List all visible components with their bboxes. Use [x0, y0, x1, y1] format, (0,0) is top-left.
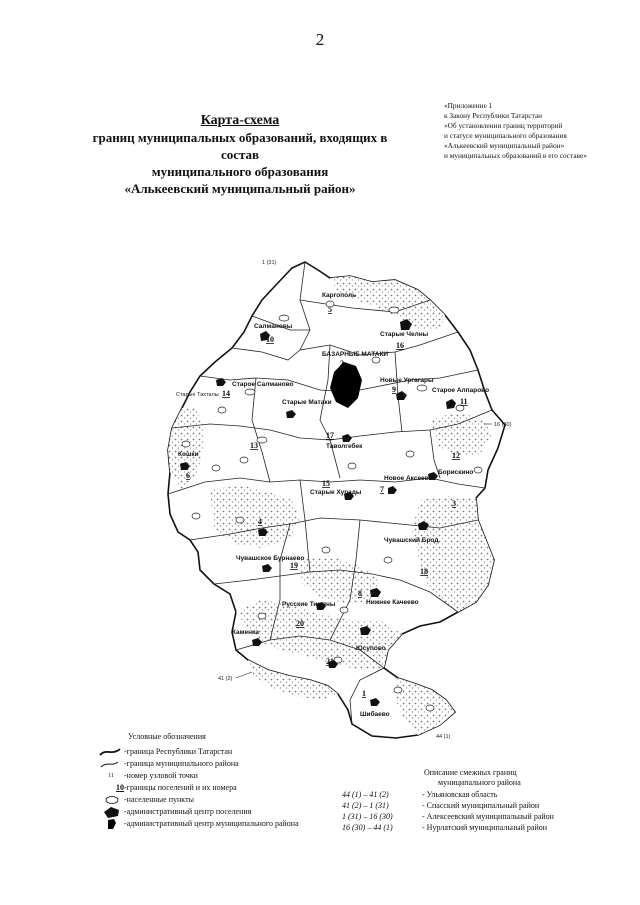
- forest-area: [210, 485, 300, 548]
- label-chuvashskiy-brod: Чувашский Брод: [384, 537, 439, 544]
- forest-area: [330, 276, 445, 330]
- appendix-line: «Алькеевский муниципальный район»: [444, 141, 565, 150]
- legend-text: -граница муниципального района: [124, 759, 239, 768]
- district-number-12: 12: [452, 451, 460, 460]
- forest-area: [236, 600, 402, 670]
- label-staroe-alpovo: Старое Алпарово: [432, 387, 490, 394]
- adjacent-row: [330, 823, 590, 833]
- adjacent-code: 1 (31) – 16 (30): [342, 812, 393, 821]
- district-number-20: 20: [296, 619, 304, 628]
- map-title-line: границ муниципальных образований, входящих в состав: [92, 130, 388, 162]
- map-title-line: Карта-схема: [200, 113, 280, 128]
- adjacent-row: [330, 790, 590, 800]
- adjacent-row: [330, 801, 590, 811]
- adjacent-code: 44 (1) – 41 (2): [342, 790, 389, 799]
- legend-item: [98, 818, 328, 830]
- district-number-1: 1: [362, 689, 366, 698]
- district-number-6: 6: [186, 471, 190, 480]
- district-number-5: 5: [328, 305, 332, 314]
- district-number-4: 4: [258, 517, 262, 526]
- label-yusupovo: Юсупово: [356, 645, 386, 652]
- adjacent-title-line: муниципального района: [438, 778, 521, 787]
- legend-item: [98, 770, 328, 782]
- legend-text: -административный центр поселения: [124, 807, 252, 816]
- district-number-9: 9: [392, 385, 396, 394]
- district-number-21: 21: [326, 657, 334, 666]
- legend-text: -граница Республики Татарстан: [124, 747, 233, 756]
- boundary-point-1-31: 1 (31): [262, 260, 277, 266]
- municipal-border-icon: [98, 758, 124, 770]
- label-kamenka: Каменка: [232, 629, 259, 636]
- adjacent-name: - Спасский муниципальный район: [422, 801, 540, 810]
- legend-item: [98, 758, 328, 770]
- label-tavelgebek: Таволгебек: [326, 443, 363, 450]
- populated-place-icon: [98, 794, 124, 806]
- label-kargopol: Каргополь: [322, 292, 357, 299]
- legend-item: [98, 806, 328, 818]
- label-nizhnie-kachkovo: Нижнее Качеево: [366, 599, 419, 606]
- district-number-14: 14: [222, 389, 230, 398]
- legend-text: -административный центр муниципального района: [124, 819, 299, 828]
- adjacent-row: [330, 812, 590, 822]
- label-novoe-aksheevo: Новое Аксеево: [384, 475, 433, 482]
- district-number-19: 19: [290, 561, 298, 570]
- label-borisko: Борискино: [438, 469, 474, 476]
- district-number-7: 7: [380, 485, 384, 494]
- boundary-point-44-1: 44 (1): [436, 734, 451, 740]
- page-number: 2: [315, 30, 325, 49]
- boundary-point-41-2: 41 (2): [218, 676, 233, 682]
- appendix-line: и статусе муниципального образования: [444, 131, 567, 140]
- adjacent-code: 16 (30) – 44 (1): [342, 823, 393, 832]
- label-novye-urgagary: Новые Ургагары: [380, 377, 434, 384]
- district-number-3: 3: [452, 499, 456, 508]
- legend-item: [98, 746, 328, 758]
- map-title-line: «Алькеевский муниципальный район»: [124, 181, 356, 196]
- legend-text: -границы поселений и их номера: [124, 783, 237, 792]
- adjacent-name: - Нурлатский муниципальный район: [422, 823, 548, 832]
- district-number-18: 18: [420, 567, 428, 576]
- label-shibaevo: Шибаево: [360, 711, 390, 718]
- legend-item: [98, 794, 328, 806]
- map-title-line: муниципального образования: [151, 164, 329, 179]
- district-number-10: 10: [266, 335, 274, 344]
- district-number-17: 17: [326, 431, 334, 440]
- node-number-icon: 11: [108, 773, 114, 779]
- adjacent-title-line: Описание смежных границ: [424, 768, 517, 777]
- district-number-2: 2: [340, 359, 344, 368]
- adjacent-code: 41 (2) – 1 (31): [342, 801, 389, 810]
- legend-text: -населенные пункты: [124, 795, 194, 804]
- settlement-center-icon: [98, 806, 124, 818]
- label-salmany: Салмановы: [254, 323, 293, 330]
- adjacent-name: - Ульяновская область: [422, 790, 498, 799]
- forest-area: [430, 412, 492, 456]
- district-center-bazarnye-mataki: [330, 362, 362, 408]
- forest-area: [300, 556, 380, 604]
- label-kakeev: Кошки: [178, 451, 199, 458]
- legend-text: -номер узловой точки: [124, 771, 198, 780]
- label-starye-chelny: Старые Челны: [380, 331, 429, 338]
- label-staroe-matakovo: Старые Матаки: [282, 399, 332, 406]
- district-number-11: 11: [460, 397, 468, 406]
- adjacent-title: [424, 768, 544, 788]
- district-number-8: 8: [358, 589, 362, 598]
- district-center-icon: [98, 818, 124, 830]
- label-staroe-salmanovo: Старое Салманово: [232, 381, 294, 388]
- label-russkie-tatyany: Русские Тимяны: [282, 601, 336, 608]
- adjacent-name: - Алексеевский муниципальный район: [422, 812, 554, 821]
- legend-item: [98, 782, 328, 794]
- boundary-point-16-30: 16 (30): [494, 422, 512, 428]
- district-number-13: 13: [250, 441, 258, 450]
- label-bazarnye-mataki: БАЗАРНЫЕ МАТАКИ: [322, 351, 389, 358]
- appendix-line: к Закону Республики Татарстан: [444, 111, 543, 120]
- label-chuvashskoe-burnaevo: Чувашское Бурнаево: [236, 555, 305, 562]
- label-staraya-tahtala: Старые Тахталы: [176, 392, 219, 398]
- appendix-line: «Об установлении границ территорий: [444, 121, 563, 130]
- leader-line: [236, 672, 252, 678]
- label-starye-hurady: Старые Хурады: [310, 489, 362, 496]
- appendix-line: и муниципальных образований в его составе»: [444, 151, 587, 160]
- appendix-line: «Приложение 1: [444, 101, 493, 110]
- settlement-border-icon: 10: [116, 783, 124, 792]
- forest-area: [396, 678, 455, 735]
- district-number-15: 15: [322, 479, 330, 488]
- district-number-16: 16: [396, 341, 404, 350]
- legend-title: Условные обозначения: [128, 732, 206, 741]
- republic-border-icon: [98, 746, 124, 758]
